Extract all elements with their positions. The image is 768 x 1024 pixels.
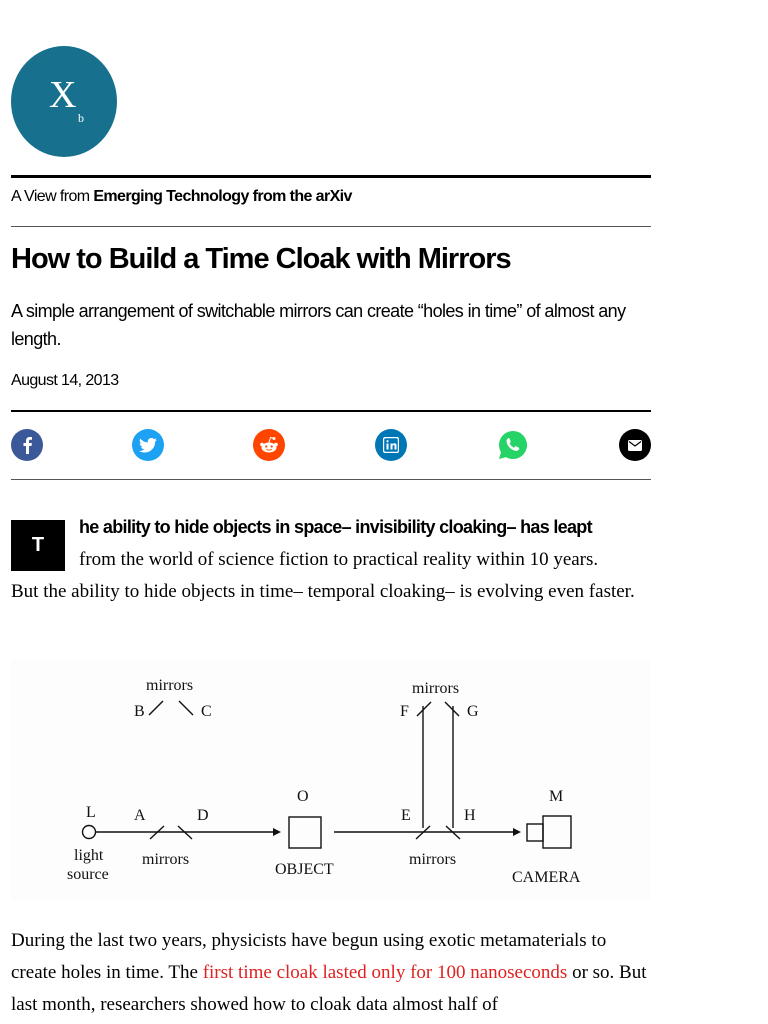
reddit-icon — [258, 436, 280, 454]
facebook-icon — [20, 436, 34, 454]
share-facebook-button[interactable] — [11, 429, 43, 461]
avatar-letter: X — [49, 74, 77, 116]
diagram-label: D — [197, 807, 209, 824]
diagram-label: C — [201, 703, 212, 720]
avatar-subscript: b — [78, 111, 84, 125]
diagram-label: G — [467, 703, 479, 720]
share-whatsapp-button[interactable] — [497, 429, 529, 461]
time-cloak-diagram — [11, 660, 651, 900]
divider — [11, 410, 651, 412]
drop-cap: T — [11, 520, 65, 571]
lead-text: he ability to hide objects in space– invisibility cloaking– has leapt — [79, 517, 592, 537]
diagram-label: A — [134, 807, 146, 824]
share-reddit-button[interactable] — [253, 429, 285, 461]
diagram-label: mirrors — [409, 851, 457, 868]
diagram-label: mirrors — [142, 851, 190, 868]
linkedin-icon — [383, 437, 399, 453]
diagram-label: CAMERA — [512, 869, 581, 886]
paragraph-2-text: or so. But last month, researchers showed how to cloak data almost half of — [11, 962, 647, 1015]
author-avatar[interactable] — [11, 46, 117, 157]
twitter-icon — [139, 438, 157, 453]
article-date: August 14, 2013 — [11, 372, 119, 389]
email-icon — [628, 440, 642, 451]
paragraph-2 — [11, 925, 651, 1021]
share-email-button[interactable] — [619, 429, 651, 461]
whatsapp-icon — [497, 429, 529, 461]
byline — [11, 188, 651, 206]
diagram-label: OBJECT — [275, 861, 334, 878]
time-cloak-link[interactable]: first time cloak lasted only for 100 nanoseconds — [202, 962, 568, 983]
diagram-label: F — [400, 703, 409, 720]
diagram-label: E — [401, 807, 411, 824]
diagram-label: light — [74, 847, 104, 864]
byline-author-link[interactable]: Emerging Technology from the arXiv — [93, 188, 352, 205]
diagram-label: H — [464, 807, 476, 824]
byline-prefix: A View from — [11, 188, 94, 205]
diagram-label: L — [86, 804, 96, 821]
paragraph-2-text: During the last two years, physicists have begun using exotic metamaterials to create holes in time. The — [11, 930, 607, 983]
article-dek: A simple arrangement of switchable mirrors can create “holes in time” of almost any length. — [11, 301, 626, 349]
diagram-label: O — [297, 788, 309, 805]
divider — [11, 226, 651, 227]
diagram-label: mirrors — [146, 677, 194, 694]
divider — [11, 175, 651, 178]
diagram-label: source — [67, 866, 109, 883]
share-twitter-button[interactable] — [132, 429, 164, 461]
diagram-label: M — [549, 788, 564, 805]
diagram-label: B — [134, 703, 145, 720]
paragraph-1-line: from the world of science fiction to practical reality within 10 years. — [79, 549, 599, 570]
article-title: How to Build a Time Cloak with Mirrors — [11, 243, 511, 275]
paragraph-1: But the ability to hide objects in time– temporal cloaking– is evolving even faster. — [11, 581, 635, 602]
share-linkedin-button[interactable] — [375, 429, 407, 461]
divider — [11, 479, 651, 480]
diagram-label: mirrors — [412, 680, 460, 697]
